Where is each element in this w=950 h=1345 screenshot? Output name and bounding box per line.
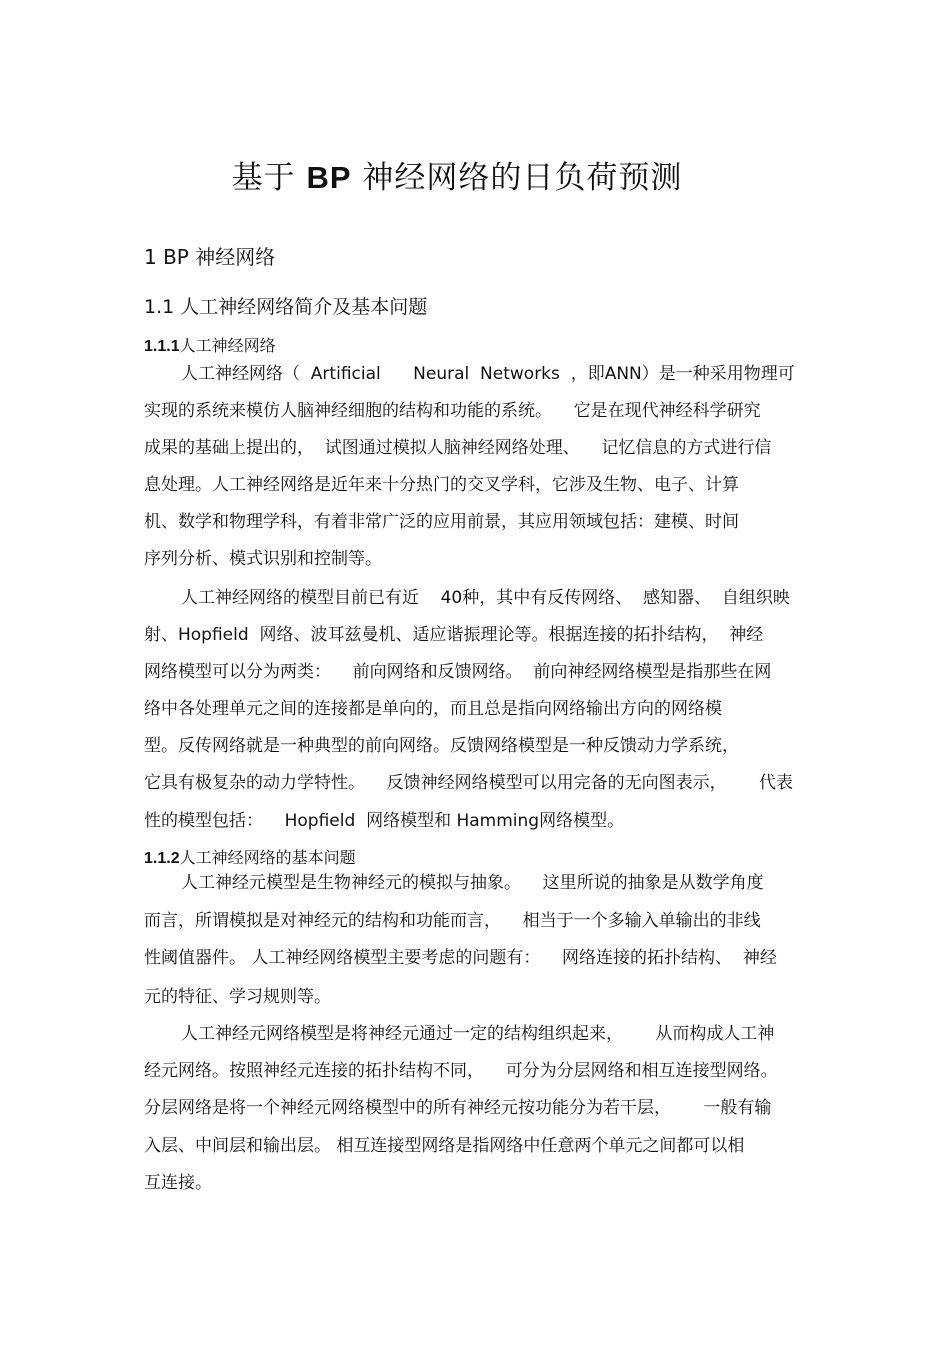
section-number: 1.1.1 (144, 338, 180, 355)
paragraph-line: 它具有极复杂的动力学特性。 反馈神经网络模型可以用完备的无向图表示， 代表 (144, 773, 794, 793)
paragraph-line: 网络模型可以分为两类： 前向网络和反馈网络。 前向神经网络模型是指那些在网 (144, 662, 772, 682)
paragraph-line: 分层网络是将一个神经元网络模型中的所有神经元按功能分为若干层， 一般有输 (144, 1098, 772, 1118)
section-title: 人工神经网络 (179, 336, 276, 355)
section-heading-1-1-2 (144, 845, 356, 868)
paragraph-line: 机、数学和物理学科，有着非常广泛的应用前景，其应用领域包括：建模、时间 (144, 512, 739, 532)
paragraph-line: 互连接。 (144, 1173, 212, 1193)
paragraph-line: 性阈值器件。 人工神经网络模型主要考虑的问题有： 网络连接的拓扑结构、 神经 (144, 948, 777, 968)
paragraph-line: 成果的基础上提出的， 试图通过模拟人脑神经网络处理、 记忆信息的方式进行信 (144, 438, 772, 458)
paragraph-line: 人工神经元模型是生物神经元的模拟与抽象。 这里所说的抽象是从数学角度 (181, 873, 764, 893)
section-title: 人工神经网络的基本问题 (179, 848, 356, 867)
paragraph-line: 型。反传网络就是一种典型的前向网络。反馈网络模型是一种反馈动力学系统， (144, 736, 739, 756)
paragraph-line: 实现的系统来模仿人脑神经细胞的结构和功能的系统。 它是在现代神经科学研究 (144, 401, 761, 421)
paragraph-line: 经元网络。按照神经元连接的拓扑结构不同， 可分为分层网络和相互连接型网络。 (144, 1061, 778, 1081)
paragraph-line: 络中各处理单元之间的连接都是单向的，而且总是指向网络输出方向的网络模 (144, 699, 722, 719)
paragraph-line: 元的特征、学习规则等。 (144, 987, 331, 1007)
paragraph-line: 性的模型包括： Hopfield 网络模型和 Hamming网络模型。 (144, 811, 625, 831)
paragraph-line: 人工神经元网络模型是将神经元通过一定的结构组织起来， 从而构成人工神 (181, 1024, 775, 1044)
paragraph-line: 而言，所谓模拟是对神经元的结构和功能而言， 相当于一个多输入单输出的非线 (144, 911, 761, 931)
section-heading-1: 1 BP 神经网络 (144, 245, 276, 269)
paragraph-line: 人工神经网络（ Artificial Neural Networks ，即ANN）是一种采用物理可 (181, 364, 795, 384)
section-heading-1-1: 1.1 人工神经网络简介及基本问题 (144, 296, 428, 318)
document-title: 基于 BP 神经网络的日负荷预测 (231, 160, 683, 196)
paragraph-line: 人工神经网络的模型目前已有近 40种，其中有反传网络、 感知器、 自组织映 (181, 588, 790, 608)
paragraph-line: 入层、中间层和输出层。 相互连接型网络是指网络中任意两个单元之间都可以相 (144, 1136, 745, 1156)
paragraph-line: 息处理。人工神经网络是近年来十分热门的交叉学科，它涉及生物、电子、计算 (144, 475, 739, 495)
paragraph-line: 射、Hopfield 网络、波耳兹曼机、适应谐振理论等。根据连接的拓扑结构， 神经 (144, 625, 764, 645)
section-number: 1.1.2 (144, 850, 180, 867)
paragraph-line: 序列分析、模式识别和控制等。 (144, 549, 382, 569)
section-heading-1-1-1 (144, 333, 276, 356)
